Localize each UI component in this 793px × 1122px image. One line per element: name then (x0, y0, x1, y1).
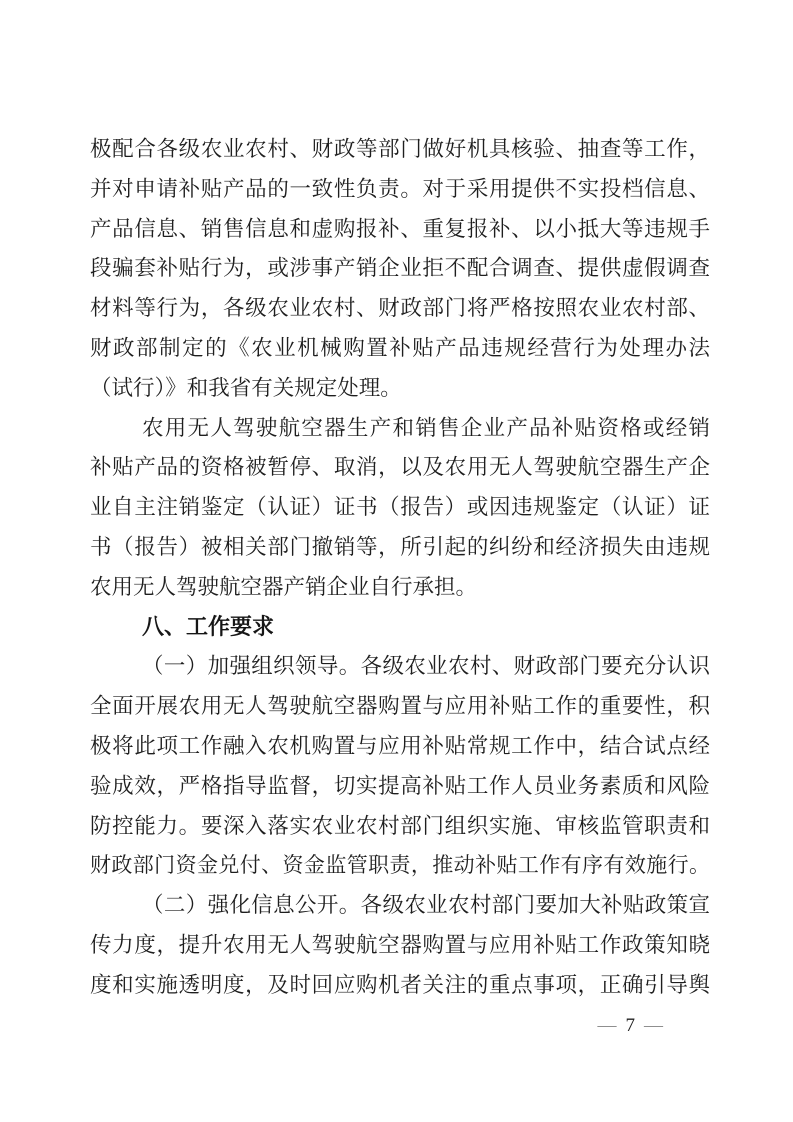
text-line: 书（报告）被相关部门撤销等，所引起的纠纷和经济损失由违规 (90, 534, 710, 559)
text-line: 财政部制定的《农业机械购置补贴产品违规经营行为处理办法 (90, 335, 710, 360)
text-line: 业自主注销鉴定（认证）证书（报告）或因违规鉴定（认证）证 (90, 495, 710, 520)
text-line: 材料等行为，各级农业农村、财政部门将严格按照农业农村部、 (90, 296, 710, 321)
text-line: 并对申请补贴产品的一致性负责。对于采用提供不实投档信息、 (90, 176, 710, 201)
text-line: 农用无人驾驶航空器产销企业自行承担。 (90, 574, 478, 599)
section-heading: 八、工作要求 (142, 614, 275, 640)
footer-left-dash: — (597, 1015, 617, 1036)
text-line: （试行）》和我省有关规定处理。 (90, 375, 402, 400)
text-line: 产品信息、销售信息和虚购报补、重复报补、以小抵大等违规手 (90, 216, 710, 241)
text-line: 极配合各级农业农村、财政等部门做好机具核验、抽查等工作， (90, 137, 710, 161)
text-line: 极将此项工作融入农机购置与应用补贴常规工作中，结合试点经 (90, 733, 710, 758)
footer-right-dash: — (644, 1015, 663, 1036)
page-number: 7 (625, 1015, 635, 1036)
text-line: 补贴产品的资格被暂停、取消，以及农用无人驾驶航空器生产企 (90, 455, 710, 480)
text-line: （二）强化信息公开。各级农业农村部门要加大补贴政策宣 (142, 893, 710, 918)
text-line: 度和实施透明度，及时回应购机者关注的重点事项，正确引导舆 (90, 972, 710, 997)
text-line: 农用无人驾驶航空器生产和销售企业产品补贴资格或经销 (142, 415, 710, 440)
text-line: 防控能力。要深入落实农业农村部门组织实施、审核监管职责和 (90, 813, 710, 838)
text-line: 段骗套补贴行为，或涉事产销企业拒不配合调查、提供虚假调查 (90, 256, 710, 281)
text-line: 验成效，严格指导监督，切实提高补贴工作人员业务素质和风险 (90, 773, 710, 798)
text-line: 全面开展农用无人驾驶航空器购置与应用补贴工作的重要性，积 (90, 694, 710, 719)
page-footer (598, 1006, 664, 1046)
text-line: 传力度，提升农用无人驾驶航空器购置与应用补贴工作政策知晓 (90, 932, 710, 957)
text-line: （一）加强组织领导。各级农业农村、财政部门要充分认识 (142, 654, 710, 679)
document-body (90, 130, 710, 1006)
text-line: 财政部门资金兑付、资金监管职责，推动补贴工作有序有效施行。 (90, 853, 710, 878)
